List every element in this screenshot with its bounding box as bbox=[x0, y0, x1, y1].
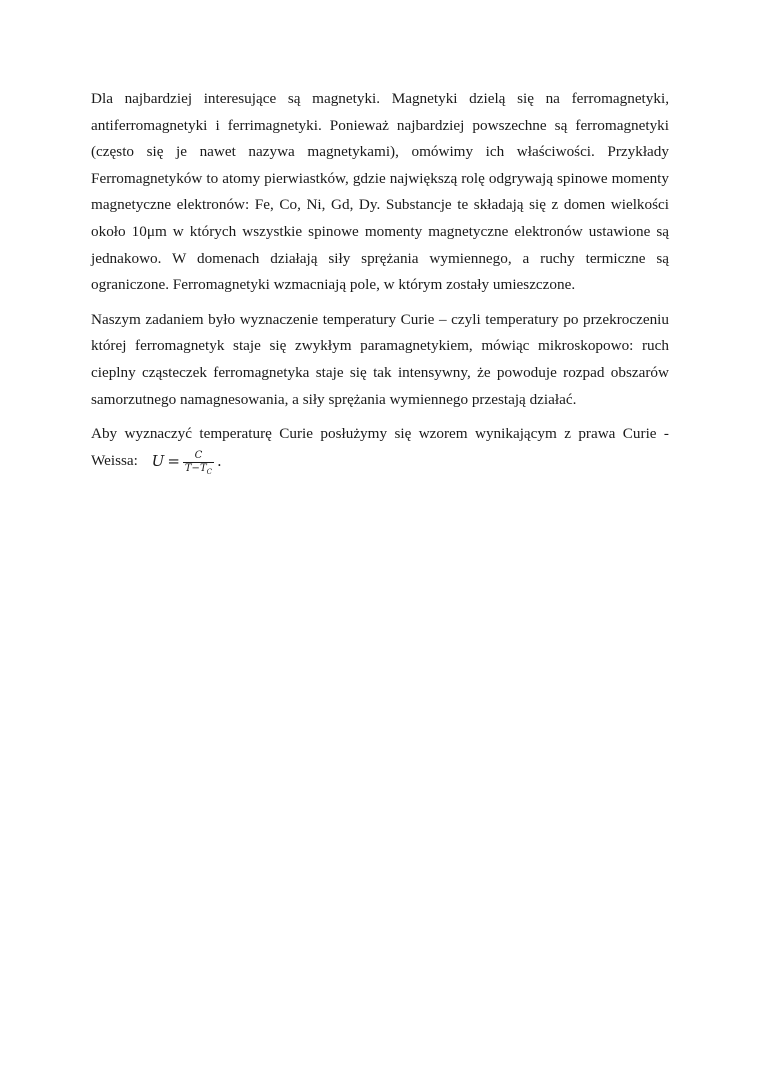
formula-numerator: C bbox=[183, 450, 214, 463]
formula-denominator-main: T−T bbox=[184, 462, 207, 474]
formula-line bbox=[91, 449, 222, 476]
paragraph-curie-temperature: Naszym zadaniem było wyznaczenie temperatury Curie – czyli temperatury po przekroczeniu której ferromagnetyk staje się zwykłym paramagnetykiem, mówiąc mikroskopowo: ruch cieplny cząsteczek ferromagnetyka staje się tak intensywny, że powoduje rozpad obszarów samorzutnego namagnesowania, a siły sprężania wymiennego przestają działać. bbox=[91, 310, 669, 408]
curie-weiss-intro-text: Aby wyznaczyć temperaturę Curie posłużymy się wzorem wynikającym z prawa Curie - bbox=[91, 425, 669, 443]
paragraph-ferromagnetics: Dla najbardziej interesujące są magnetyki. Magnetyki dzielą się na ferromagnetyki, antiferromagnetyki i ferrimagnetyki. Ponieważ najbardziej powszechne są ferromagnetyki (często się je nawet nazywa magnetykami), omówimy ich właściwości. Przykłady Ferromagnetyków to atomy pierwiastków, gdzie największą rolę odgrywają spinowe momenty magnetyczne elektronów: Fe, Co, Ni, Gd, Dy. Substancje te składają się z domen wielkości około 10μm w których wszystkie spinowe momenty magnetyczne elektronów ustawione są jednakowo. W domenach działają siły sprężania wymiennego, a ruchy termiczne są ograniczone. Ferromagnetyki wzmacniają pole, w którym zostały umieszczone. bbox=[91, 90, 669, 294]
formula-denominator-subscript: C bbox=[206, 467, 212, 476]
paragraph-curie-weiss-law bbox=[91, 421, 669, 476]
weiss-label: Weissa: bbox=[91, 452, 138, 470]
formula-lhs: U bbox=[151, 451, 165, 470]
curie-weiss-formula bbox=[152, 448, 222, 476]
formula-equals: = bbox=[167, 451, 180, 470]
document-body bbox=[91, 86, 669, 484]
formula-period: . bbox=[216, 451, 222, 470]
formula-fraction bbox=[183, 450, 214, 478]
formula-denominator bbox=[183, 463, 214, 478]
